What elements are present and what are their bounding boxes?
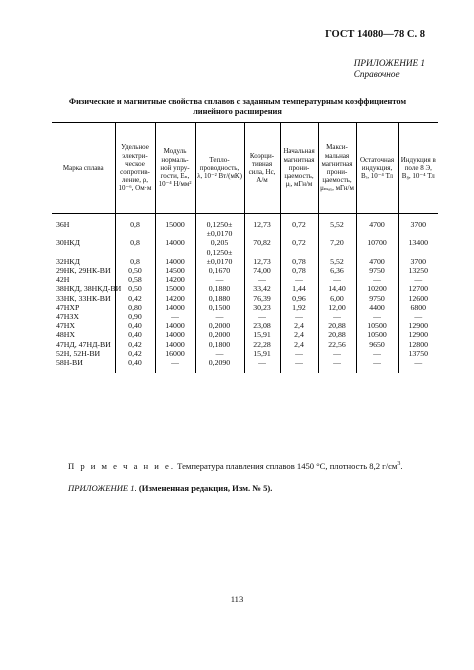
cell-initial-perm: 0,78	[280, 266, 318, 275]
cell-max-perm: 7,20	[318, 238, 356, 247]
cell-remanence	[356, 229, 398, 238]
table-row	[52, 294, 438, 303]
cell-conductivity: 0,2000	[195, 321, 244, 330]
cell-remanence: 4700	[356, 220, 398, 229]
cell-remanence: 9750	[356, 266, 398, 275]
table-row	[52, 229, 438, 238]
cell-grade: 42Н	[56, 275, 70, 285]
cell-conductivity: 0,2090	[195, 358, 244, 367]
cell-grade: 33НК, 33НК-ВИ	[56, 293, 111, 303]
appendix-block	[354, 58, 425, 80]
footnote-text: Температура плавления сплавов 1450 °С, плотность 8,2 г/см	[177, 461, 398, 471]
properties-table	[52, 122, 438, 373]
cell-modulus: 14200	[155, 275, 195, 284]
cell-modulus: 14000	[155, 238, 195, 247]
cell-resistivity: 0,8	[115, 238, 155, 247]
cell-coercive: 33,42	[244, 284, 280, 293]
cell-induction: —	[398, 312, 438, 321]
table-row	[52, 358, 438, 367]
standard-header: ГОСТ 14080—78 С. 8	[325, 29, 425, 40]
cell-grade: 58Н-ВИ	[56, 358, 83, 368]
amendment-ref: ПРИЛОЖЕНИЕ 1.	[68, 483, 137, 493]
cell-resistivity: 0,50	[115, 284, 155, 293]
cell-induction	[398, 229, 438, 238]
cell-max-perm: 20,88	[318, 321, 356, 330]
cell-max-perm: 5,52	[318, 220, 356, 229]
cell-grade	[52, 229, 115, 238]
col-header-initial-permeability: Начальная магнитная прони-цаемость, μᵢ, мГн/м	[280, 123, 318, 214]
footnote-end: .	[400, 461, 403, 471]
cell-initial-perm: 2,4	[280, 330, 318, 339]
cell-grade: 30НКД	[56, 238, 80, 248]
cell-remanence: 9750	[356, 294, 398, 303]
cell-modulus: 16000	[155, 349, 195, 358]
cell-resistivity: 0,42	[115, 340, 155, 349]
cell-induction: 12700	[398, 284, 438, 293]
cell-conductivity: 0,1500	[195, 303, 244, 312]
cell-resistivity: 0,42	[115, 294, 155, 303]
cell-max-perm: —	[318, 312, 356, 321]
col-header-induction: Индукция в поле 8 Э, B₈, 10⁻⁴ Тл	[398, 123, 438, 214]
cell-max-perm: 6,00	[318, 294, 356, 303]
table-row	[52, 312, 438, 321]
cell-induction: —	[398, 275, 438, 284]
cell-remanence: 4400	[356, 303, 398, 312]
col-header-coercive: Коэрци-тивная сила, Hc, А/м	[244, 123, 280, 214]
cell-initial-perm: 2,4	[280, 340, 318, 349]
table-header-row	[52, 123, 438, 214]
cell-max-perm: 6,36	[318, 266, 356, 275]
cell-conductivity: 0,1800	[195, 340, 244, 349]
cell-modulus: —	[155, 312, 195, 321]
cell-conductivity: 0,1880	[195, 284, 244, 293]
appendix-label: ПРИЛОЖЕНИЕ 1	[353, 58, 425, 68]
cell-remanence	[356, 248, 398, 257]
cell-max-perm: 22,56	[318, 340, 356, 349]
cell-induction	[398, 248, 438, 257]
cell-max-perm: 5,52	[318, 257, 356, 266]
cell-modulus: 14200	[155, 294, 195, 303]
cell-resistivity: 0,40	[115, 330, 155, 339]
cell-grade: 52Н, 52Н-ВИ	[56, 348, 101, 358]
table-row	[52, 284, 438, 293]
cell-resistivity: 0,40	[115, 321, 155, 330]
cell-remanence: 10200	[356, 284, 398, 293]
cell-remanence: 10500	[356, 330, 398, 339]
cell-resistivity: 0,8	[115, 220, 155, 229]
cell-grade: 47НХ	[56, 321, 76, 331]
table-row	[52, 349, 438, 358]
cell-remanence: 10500	[356, 321, 398, 330]
cell-grade: 47НХР	[56, 302, 80, 312]
cell-coercive: 15,91	[244, 330, 280, 339]
cell-max-perm: 14,40	[318, 284, 356, 293]
cell-resistivity: 0,8	[115, 257, 155, 266]
col-header-resistivity: Удельное электри-ческое сопротив-ление, ρ, 10⁻⁶, Ом·м	[115, 123, 155, 214]
cell-induction: 12600	[398, 294, 438, 303]
cell-initial-perm: 0,72	[280, 220, 318, 229]
cell-grade: 47НЗХ	[56, 312, 79, 322]
cell-conductivity: 0,1250±	[195, 220, 244, 229]
cell-conductivity: —	[195, 349, 244, 358]
cell-resistivity: 0,80	[115, 303, 155, 312]
cell-modulus: 15000	[155, 284, 195, 293]
cell-conductivity: 0,2000	[195, 330, 244, 339]
cell-initial-perm: 1,92	[280, 303, 318, 312]
cell-initial-perm: 0,96	[280, 294, 318, 303]
cell-conductivity: 0,205	[195, 238, 244, 247]
col-header-remanence: Остаточная индукция, Bᵣ, 10⁻⁴ Тл	[356, 123, 398, 214]
col-header-max-permeability: Макси-мальная магнитная прони-цаемость, μₘₐₓ, мГн/м	[318, 123, 356, 214]
cell-coercive	[244, 248, 280, 257]
footnote	[68, 461, 403, 471]
cell-conductivity: 0,1670	[195, 266, 244, 275]
cell-induction: 13250	[398, 266, 438, 275]
amendment-text: (Измененная редакция, Изм. № 5).	[138, 483, 273, 493]
table-row	[52, 275, 438, 284]
table-row	[52, 340, 438, 349]
cell-induction: 13750	[398, 349, 438, 358]
cell-coercive: 74,00	[244, 266, 280, 275]
table-row	[52, 257, 438, 266]
cell-initial-perm: —	[280, 312, 318, 321]
appendix-status: Справочное	[353, 69, 400, 79]
cell-coercive	[244, 229, 280, 238]
cell-conductivity: 0,1250±	[195, 248, 244, 257]
cell-resistivity: 0,58	[115, 275, 155, 284]
cell-conductivity: 0,1880	[195, 294, 244, 303]
cell-modulus: 15000	[155, 220, 195, 229]
cell-initial-perm: 0,78	[280, 257, 318, 266]
cell-conductivity: —	[195, 312, 244, 321]
cell-modulus: 14000	[155, 340, 195, 349]
cell-grade: 47НД, 47НД-ВИ	[56, 339, 111, 349]
cell-induction: 13400	[398, 238, 438, 247]
cell-max-perm: 20,88	[318, 330, 356, 339]
cell-grade: 38НКД, 38НКД-ВИ	[56, 284, 122, 294]
table-row	[52, 321, 438, 330]
cell-modulus: 14000	[155, 330, 195, 339]
cell-coercive: —	[244, 358, 280, 367]
cell-conductivity: ±0,0170	[195, 229, 244, 238]
cell-remanence: 9650	[356, 340, 398, 349]
cell-induction: 12800	[398, 340, 438, 349]
cell-max-perm: —	[318, 275, 356, 284]
col-header-conductivity: Тепло-проводность, λ, 10⁻² Вт/(мК)	[195, 123, 244, 214]
cell-modulus	[155, 248, 195, 257]
cell-grade	[52, 248, 115, 257]
cell-initial-perm: —	[280, 349, 318, 358]
cell-remanence: —	[356, 275, 398, 284]
col-header-grade: Марка сплава	[52, 123, 115, 214]
table-title-line-2: линейного расширения	[193, 107, 282, 116]
cell-coercive: 12,73	[244, 220, 280, 229]
cell-initial-perm: 1,44	[280, 284, 318, 293]
cell-remanence: 4700	[356, 257, 398, 266]
cell-induction: 12900	[398, 321, 438, 330]
cell-resistivity	[115, 248, 155, 257]
cell-resistivity	[115, 229, 155, 238]
cell-modulus: 14000	[155, 303, 195, 312]
cell-resistivity: 0,50	[115, 266, 155, 275]
cell-coercive: 30,23	[244, 303, 280, 312]
table-title	[60, 97, 415, 117]
cell-initial-perm: 0,72	[280, 238, 318, 247]
cell-max-perm	[318, 248, 356, 257]
cell-initial-perm: —	[280, 358, 318, 367]
cell-modulus	[155, 229, 195, 238]
cell-induction: 3700	[398, 220, 438, 229]
cell-conductivity: ±0,0170	[195, 257, 244, 266]
cell-coercive: 15,91	[244, 349, 280, 358]
cell-initial-perm	[280, 248, 318, 257]
col-header-modulus: Модуль нормаль-ной упру-гости, Eₙ, 10⁻⁴ Н/мм²	[155, 123, 195, 214]
cell-modulus: —	[155, 358, 195, 367]
cell-modulus: 14000	[155, 321, 195, 330]
footnote-label: П р и м е ч а н и е.	[68, 461, 175, 471]
cell-coercive: —	[244, 312, 280, 321]
cell-grade: 32НКД	[56, 256, 80, 266]
cell-max-perm: 12,00	[318, 303, 356, 312]
cell-initial-perm	[280, 229, 318, 238]
cell-remanence: —	[356, 349, 398, 358]
cell-max-perm: —	[318, 349, 356, 358]
table-row	[52, 238, 438, 247]
cell-modulus: 14000	[155, 257, 195, 266]
table-row	[52, 330, 438, 339]
cell-induction: 12900	[398, 330, 438, 339]
amendment-note	[68, 483, 272, 493]
cell-conductivity: —	[195, 275, 244, 284]
table-row	[52, 220, 438, 229]
cell-grade: 48НХ	[56, 330, 76, 340]
cell-coercive: —	[244, 275, 280, 284]
cell-induction: —	[398, 358, 438, 367]
cell-induction: 3700	[398, 257, 438, 266]
cell-modulus: 14500	[155, 266, 195, 275]
cell-max-perm	[318, 229, 356, 238]
cell-remanence: 10700	[356, 238, 398, 247]
cell-induction: 6800	[398, 303, 438, 312]
cell-max-perm: —	[318, 358, 356, 367]
footnote-superscript: 3	[397, 461, 401, 468]
page-number: 113	[230, 594, 244, 604]
cell-resistivity: 0,40	[115, 358, 155, 367]
table-row	[52, 266, 438, 275]
cell-coercive: 70,82	[244, 238, 280, 247]
table-row	[52, 303, 438, 312]
cell-coercive: 23,08	[244, 321, 280, 330]
cell-coercive: 12,73	[244, 257, 280, 266]
table-row	[52, 248, 438, 257]
cell-remanence: —	[356, 312, 398, 321]
cell-initial-perm: —	[280, 275, 318, 284]
cell-remanence: —	[356, 358, 398, 367]
cell-resistivity: 0,90	[115, 312, 155, 321]
cell-coercive: 76,39	[244, 294, 280, 303]
table-title-line-1: Физические и магнитные свойства сплавов с заданным температурным коэффициентом	[68, 97, 407, 106]
cell-grade: 29НК, 29НК-ВИ	[56, 266, 111, 276]
cell-grade: 36Н	[56, 220, 70, 229]
cell-initial-perm: 2,4	[280, 321, 318, 330]
cell-coercive: 22,28	[244, 340, 280, 349]
table-body	[52, 214, 438, 374]
cell-resistivity: 0,42	[115, 349, 155, 358]
